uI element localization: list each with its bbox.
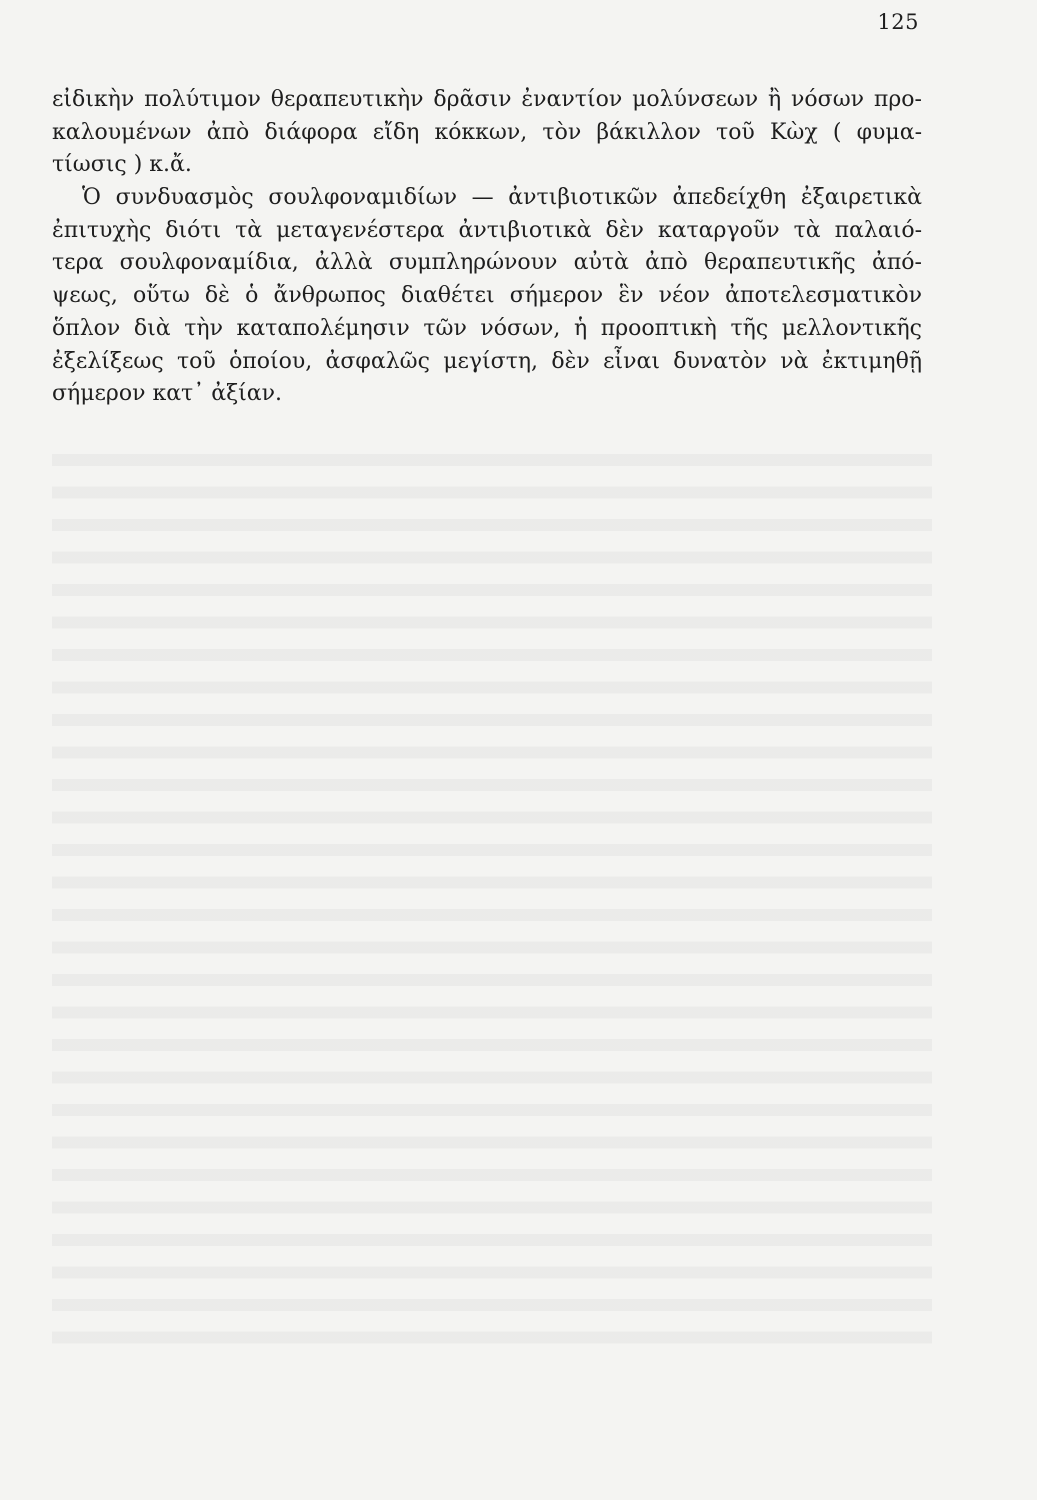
text-line: τίωσις ) κ.ἄ. — [52, 152, 192, 178]
text-line: καλουμένων ἀπὸ διάφορα εἴδη κόκκων, τὸν βάκιλλον τοῦ Κὼχ ( φυμα- — [52, 119, 922, 145]
text-line: ἐξελίξεως τοῦ ὁποίου, ἀσφαλῶς μεγίστη, δὲν εἶναι δυνατὸν νὰ ἐκτιμηθῇ — [52, 348, 922, 374]
text-line: ὅπλον διὰ τὴν καταπολέμησιν τῶν νόσων, ἡ προοπτικὴ τῆς μελλοντικῆς — [52, 315, 922, 341]
reverse-side-bleed-through — [52, 440, 932, 1360]
page-number: 125 — [877, 10, 919, 34]
text-line: ἐπιτυχὴς διότι τὰ μεταγενέστερα ἀντιβιοτικὰ δὲν καταργοῦν τὰ παλαιό- — [52, 217, 922, 243]
paragraph-first-line: Ὁ συνδυασμὸς σουλφοναμιδίων — ἀντιβιοτικῶν ἀπεδείχθη ἐξαιρετικὰ — [82, 185, 922, 211]
text-line: ψεως, οὕτω δὲ ὁ ἄνθρωπος διαθέτει σήμερον ἓν νέον ἀποτελεσματικὸν — [52, 283, 922, 309]
text-line: εἰδικὴν πολύτιμον θεραπευτικὴν δρᾶσιν ἐναντίον μολύνσεων ἢ νόσων προ- — [52, 87, 922, 112]
text-line: τερα σουλφοναμίδια, ἀλλὰ συμπληρώνουν αὐτὰ ἀπὸ θεραπευτικῆς ἀπό- — [52, 250, 922, 276]
body-text — [52, 84, 922, 411]
text-line: σήμερον κατ᾽ ἀξίαν. — [52, 381, 283, 407]
